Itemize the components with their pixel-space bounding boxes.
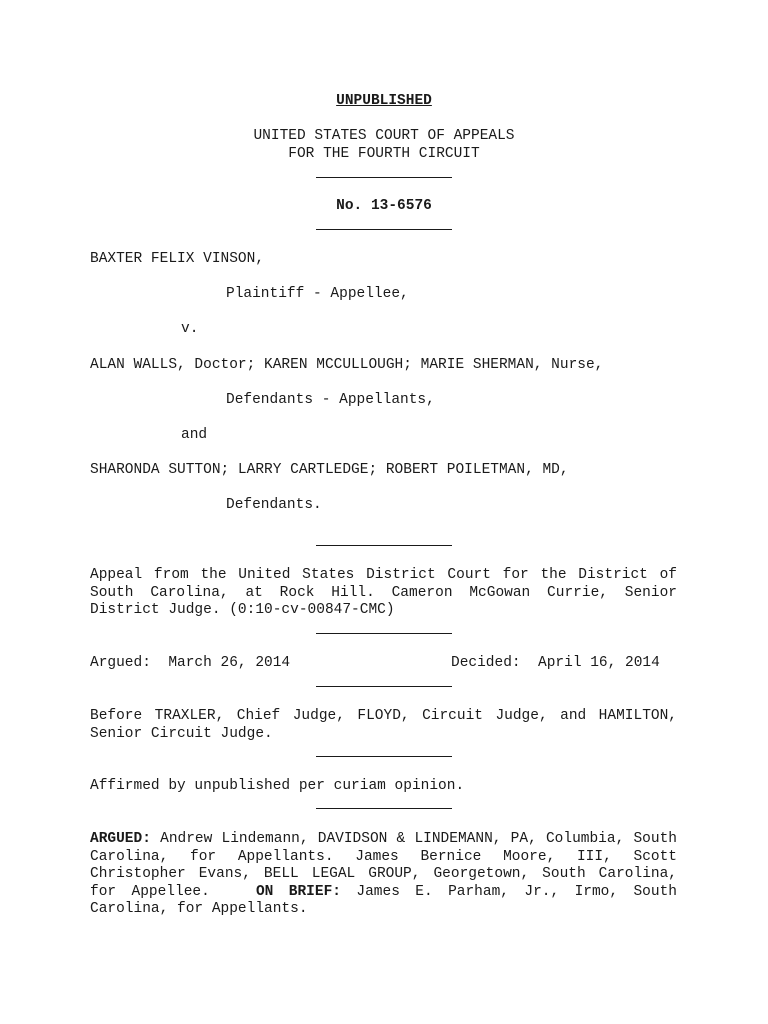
plaintiff-role: Plaintiff - Appellee, bbox=[226, 286, 409, 302]
unpublished-heading: UNPUBLISHED bbox=[336, 93, 432, 109]
argued-label: ARGUED: bbox=[90, 831, 151, 847]
divider bbox=[316, 808, 452, 809]
defendants-names: SHARONDA SUTTON; LARRY CARTLEDGE; ROBERT POILETMAN, MD, bbox=[90, 462, 569, 478]
on-brief-label: ON BRIEF: bbox=[255, 883, 341, 900]
defendants-role: Defendants. bbox=[226, 497, 322, 513]
on-brief-counsel-text: James E. Parham, Jr., Irmo, South Carolina, for Appellants. bbox=[90, 883, 677, 917]
divider bbox=[316, 545, 452, 546]
conjunction-and: and bbox=[181, 427, 208, 443]
divider bbox=[316, 177, 452, 178]
court-name-line2: FOR THE FOURTH CIRCUIT bbox=[288, 146, 480, 162]
disposition-text: Affirmed by unpublished per curiam opinion. bbox=[90, 778, 465, 794]
divider bbox=[316, 756, 452, 757]
appellants-names: ALAN WALLS, Doctor; KAREN MCCULLOUGH; MARIE SHERMAN, Nurse, bbox=[90, 357, 604, 373]
argued-counsel-text: Andrew Lindemann, DAVIDSON & LINDEMANN, PA, Columbia, South Carolina, for Appellants. James Bernice Moore, III, Scott Christopher Evans, BELL LEGAL GROUP, Georgetown, South Carolina, for Appellee. bbox=[90, 831, 677, 900]
decided-date: Decided: April 16, 2014 bbox=[451, 655, 660, 671]
versus: v. bbox=[181, 321, 199, 337]
panel-paragraph: Before TRAXLER, Chief Judge, FLOYD, Circuit Judge, and HAMILTON, Senior Circuit Judge. bbox=[90, 708, 677, 742]
court-name-line1: UNITED STATES COURT OF APPEALS bbox=[253, 128, 515, 144]
appellants-role: Defendants - Appellants, bbox=[226, 392, 435, 408]
case-number: No. 13-6576 bbox=[336, 198, 432, 214]
plaintiff-name: BAXTER FELIX VINSON, bbox=[90, 251, 265, 267]
divider bbox=[316, 686, 452, 687]
counsel-paragraph bbox=[90, 831, 677, 919]
appeal-paragraph: Appeal from the United States District Court for the District of South Carolina, at Rock Hill. Cameron McGowan Currie, Senior District Judge. (0:10-cv-00847-CMC) bbox=[90, 567, 677, 618]
divider bbox=[316, 633, 452, 634]
divider bbox=[316, 229, 452, 230]
argued-date: Argued: March 26, 2014 bbox=[90, 655, 291, 671]
